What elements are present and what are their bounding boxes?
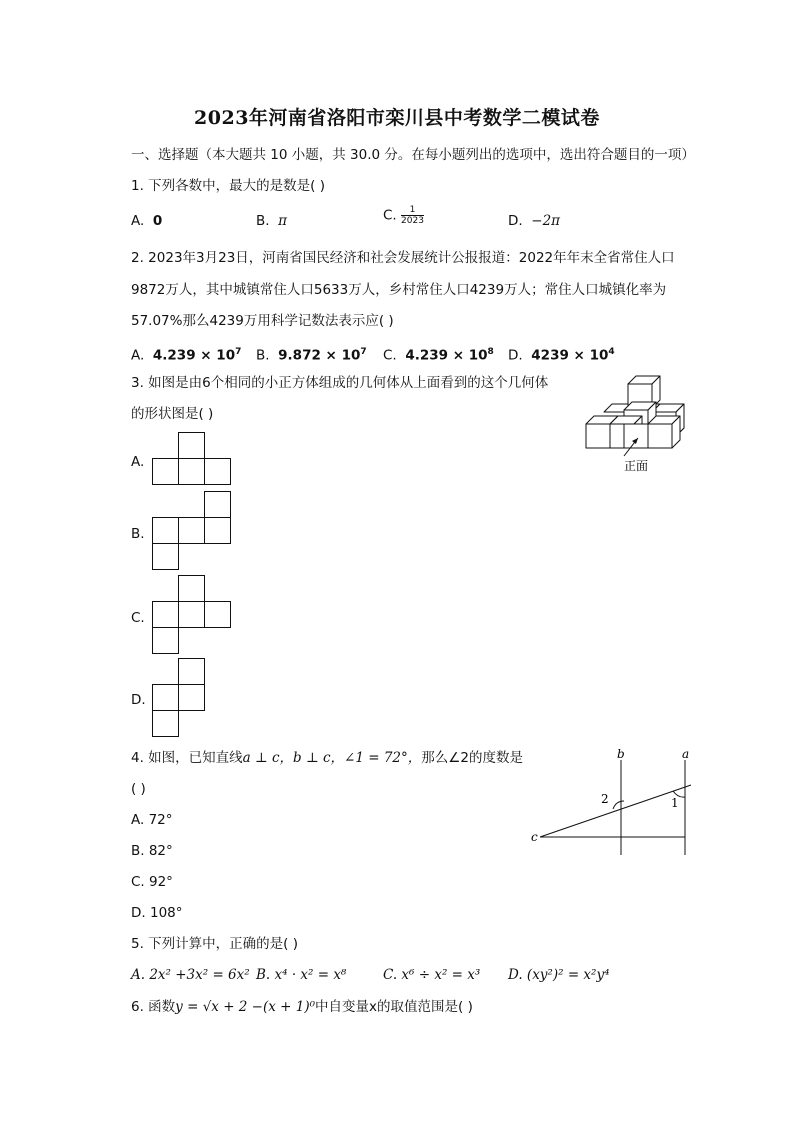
q3-cube-figure bbox=[580, 370, 700, 475]
q1-option-d: D. −2π bbox=[508, 213, 561, 229]
q1-option-a: A. 0 bbox=[131, 213, 163, 229]
q5-option-d: D. (xy²)² = x²y⁴ bbox=[508, 967, 610, 983]
q4-option-c: C. 92° bbox=[131, 874, 173, 890]
q6-stem: 6. 函数y = √x + 2 −(x + 1)⁰中自变量x的取值范围是( ) bbox=[131, 999, 473, 1015]
q2-option-a: A. $4.239 \times 10^7$ bbox=[131, 347, 242, 364]
q1-option-c: C. $\frac{1}{2023}$ bbox=[383, 205, 424, 226]
q3-option-d-figure bbox=[152, 658, 208, 738]
fraction: $\frac{1}{2023}$ bbox=[401, 205, 424, 226]
q2-option-b: B. $9.872 \times 10^7$ bbox=[256, 347, 367, 364]
section-heading: 一、选择题（本大题共 10 小题，共 30.0 分。在每小题列出的选项中，选出符合题目的一项） bbox=[131, 147, 695, 163]
q2-option-d: D. $4239 \times 10^4$ bbox=[508, 347, 615, 364]
q4-stem-line1: 4. 如图，已知直线a ⊥ c，b ⊥ c，∠1 = 72°，那么∠2的度数是 bbox=[131, 750, 523, 766]
q4-option-a: A. 72° bbox=[131, 812, 173, 828]
page-title: 2023年河南省洛阳市栾川县中考数学二模试卷 bbox=[194, 107, 600, 129]
q1-stem: 1. 下列各数中，最大的是数是( ) bbox=[131, 178, 325, 194]
q3-stem-line2: 的形状图是( ) bbox=[131, 406, 214, 422]
q3-option-d-label: D. bbox=[131, 692, 146, 708]
q3-option-b-figure bbox=[152, 491, 232, 571]
q3-option-c-label: C. bbox=[131, 610, 145, 626]
q2-stem-line2: 9872万人，其中城镇常住人口5633万人，乡村常住人口4239万人；常住人口城镇化率为 bbox=[131, 282, 667, 298]
q4-option-b: B. 82° bbox=[131, 843, 173, 859]
front-label: 正面 bbox=[624, 459, 649, 473]
q4-stem-line2: ( ) bbox=[131, 781, 146, 797]
q5-option-b: B. x⁴ · x² = x⁸ bbox=[256, 967, 347, 983]
q3-option-a-label: A. bbox=[131, 454, 145, 470]
q1-option-b: B. π bbox=[256, 213, 288, 229]
q3-option-a-figure bbox=[152, 432, 232, 486]
label-a: a bbox=[682, 747, 690, 761]
q5-option-c: C. x⁶ ÷ x² = x³ bbox=[383, 967, 481, 983]
label-b: b bbox=[617, 747, 625, 761]
q4-option-d: D. 108° bbox=[131, 905, 183, 921]
q3-option-b-label: B. bbox=[131, 526, 145, 542]
angle-1-label: 1 bbox=[671, 796, 679, 810]
q2-stem-line3: 57.07%那么4239万用科学记数法表示应( ) bbox=[131, 313, 394, 329]
q2-option-c: C. $4.239 \times 10^8$ bbox=[383, 347, 494, 364]
q3-stem-line1: 3. 如图是由6个相同的小正方体组成的几何体从上面看到的这个几何体 bbox=[131, 375, 549, 391]
angle-2-label: 2 bbox=[601, 792, 609, 806]
q5-stem: 5. 下列计算中，正确的是( ) bbox=[131, 936, 298, 952]
q2-stem-line1: 2. 2023年3月23日，河南省国民经济和社会发展统计公报报道：2022年年末全省常住人口 bbox=[131, 250, 675, 266]
q4-geometry-figure bbox=[525, 745, 700, 860]
q5-option-a: A. 2x² +3x² = 6x² bbox=[131, 967, 250, 983]
label-c: c bbox=[531, 830, 538, 844]
q3-option-c-figure bbox=[152, 575, 232, 655]
